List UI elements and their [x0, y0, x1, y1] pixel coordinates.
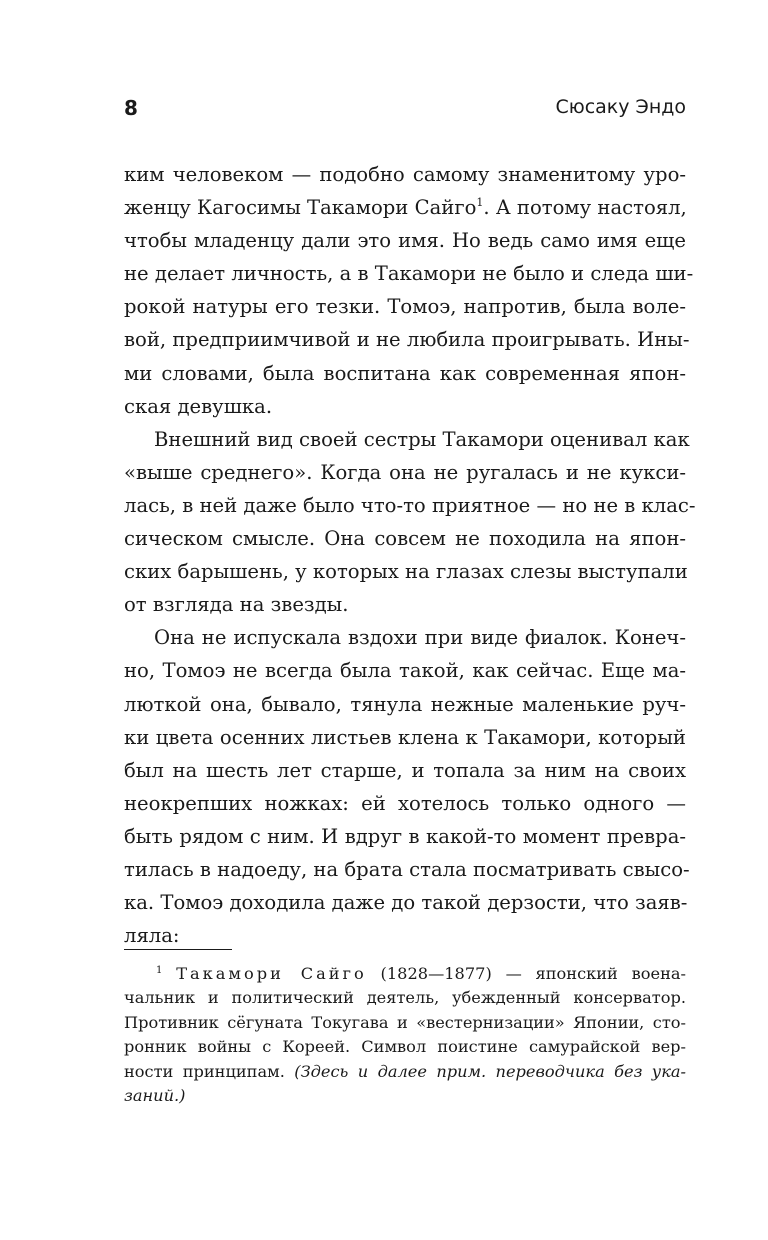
footnote-line: $^1$ Такамори Сайго (1828—1877) — японский воена-: [156, 964, 686, 983]
text-line: не делает личность, а в Такамори не было и следа ши-: [124, 262, 694, 286]
text-line: женцу Кагосимы Такамори Сайго$^1$. А потому настоял,: [124, 196, 687, 220]
text-line: рокой натуры его тезки. Томоэ, напротив, была воле-: [124, 295, 686, 319]
page-number: 8: [124, 96, 138, 120]
footnote-line: чальник и политический деятель, убежденный консерватор.: [124, 988, 686, 1008]
text-line: но, Томоэ не всегда была такой, как сейчас. Еще ма-: [124, 659, 686, 683]
text-line: был на шесть лет старше, и топала за ним на своих: [124, 758, 686, 782]
text-line: «выше среднего». Когда она не ругалась и не кукси-: [124, 460, 686, 484]
page-header: [124, 96, 686, 126]
footnote-divider: [124, 949, 232, 950]
footnote-line: ронник войны с Кореей. Символ поистине самурайской вер-: [124, 1037, 686, 1057]
text-line: ляла:: [124, 924, 180, 948]
text-line: сическом смысле. Она совсем не походила на япон-: [124, 527, 686, 551]
text-line: неокрепших ножках: ей хотелось только одного —: [124, 791, 686, 815]
text-line: Внешний вид своей сестры Такамори оценивал как: [154, 427, 690, 451]
footnote-reference: 1: [476, 196, 484, 210]
text-line: ким человеком — подобно самому знаменитому уро-: [124, 163, 686, 186]
main-text: [124, 158, 696, 952]
footnote-line: заний.): [124, 1085, 186, 1105]
text-line: ских барышень, у которых на глазах слезы выступали: [124, 560, 688, 584]
footnote-line: ности принципам. (Здесь и далее прим. переводчика без ука-: [124, 1061, 686, 1081]
footnote-name: Такамори Сайго: [176, 964, 367, 983]
text-line: тилась в надоеду, на брата стала посматривать свысо-: [124, 857, 690, 881]
footnote: [124, 962, 686, 1108]
text-line: ка. Томоэ доходила даже до такой дерзости, что заяв-: [124, 891, 688, 915]
running-head-author: Сюсаку Эндо: [555, 96, 686, 118]
footnote-marker: 1: [156, 965, 163, 976]
text-line: ми словами, была воспитана как современная япон-: [124, 361, 686, 385]
text-line: от взгляда на звезды.: [124, 593, 349, 617]
text-line: Она не испускала вздохи при виде фиалок. Конеч-: [154, 626, 686, 650]
text-line: лась, в ней даже было что-то приятное — но не в клас-: [124, 493, 696, 517]
text-line: чтобы младенцу дали это имя. Но ведь само имя еще: [124, 229, 686, 253]
text-line: ки цвета осенних листьев клена к Такамори, который: [124, 725, 686, 749]
text-line: вой, предприимчивой и не любила проигрывать. Ины-: [124, 328, 690, 352]
footnote-line: Противник сёгуната Токугава и «вестернизации» Японии, сто-: [124, 1012, 686, 1032]
text-line: люткой она, бывало, тянула нежные маленькие руч-: [124, 692, 686, 716]
text-line: быть рядом с ним. И вдруг в какой-то момент превра-: [124, 824, 686, 848]
text-line: ская девушка.: [124, 394, 273, 418]
